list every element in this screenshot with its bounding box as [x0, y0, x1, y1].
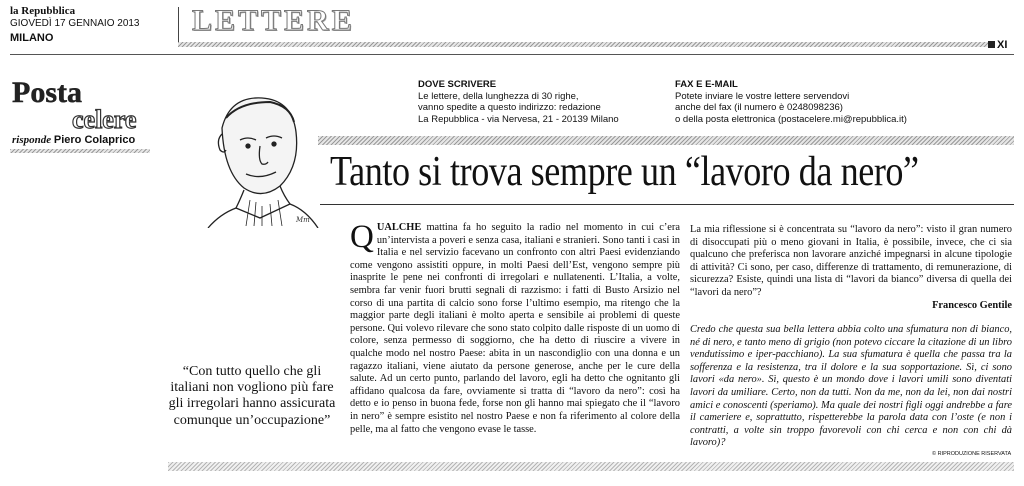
column-title [12, 78, 136, 132]
headline: Tanto si trova sempre un “lavoro da nero” [330, 149, 919, 195]
write-heading: DOVE SCRIVERE [418, 79, 497, 90]
headline-rule [320, 204, 1014, 205]
header-band [318, 136, 1014, 145]
fax-line: o della posta elettronica (postacelere.mi@repubblica.it) [675, 113, 907, 125]
artist-signature: Mm [296, 216, 310, 224]
author-portrait [200, 88, 325, 228]
masthead-divider [178, 7, 179, 47]
byline [12, 134, 135, 146]
byline-name: Piero Colaprico [53, 134, 136, 146]
square-icon [988, 41, 995, 48]
byline-prefix: risponde [12, 134, 52, 146]
contacts-write [418, 79, 619, 125]
column-title-celere: celere [72, 105, 137, 134]
fax-line: Potete inviare le vostre lettere servendovi [675, 90, 850, 102]
top-border [10, 54, 1014, 55]
letter-body-2: La mia riflessione si è concentrata su “lavoro da nero”: visto il gran numero di disoccupati più o meno giovani in Italia, è possibile, invece, che ci sia qualcuno che preferisca non lavorare anziché impegnarsi in alcune tipologie di attività? Ci sono, per caso, differenze di trattamento, di remunerazione, di sicurezza? Esiste, quindi una lista di “lavori da bianco” diversa di quella dei “lavori da nero”? [690, 224, 1012, 298]
masthead-rule [178, 42, 990, 47]
fax-line: anche del fax (il numero è 0248098236) [675, 102, 843, 113]
lead-caps: UALCHE [376, 222, 422, 233]
drop-cap: Q [350, 219, 374, 255]
write-line: vanno spedite a questo indirizzo: redazione [418, 102, 601, 113]
reply-text: Credo che questa sua bella lettera abbia colto una sfumatura non di bianco, né di nero, e tanto meno di grigio (non potevo ciccare la citazione di un libro vendutissimo e iper-pacchiano). La sua sfumatura è quella che passa tra la sofferenza e la resistenza, tra il dolore e la sua sopportazione. Sì, ci sono lavori «da nero». Sì, questo è un mondo dove i lavori umili sono diventati lavori da umiliare. Certo, non da tutti. Non da me, non da lei, non dai nostri amici e conoscenti (speriamo). Ma quale dei nostri figli oggi andrebbe a fare il cameriere e, soprattutto, rispetterebbe la parola data con l’oste (e non i contratti, a volte sin troppo favorevoli con chi cerca e non con chi dà lavoro)? [690, 324, 1012, 449]
masthead [10, 5, 1014, 51]
section-title: LETTERE [192, 4, 355, 37]
fax-heading: FAX E E-MAIL [675, 79, 738, 90]
write-line: Le lettere, della lunghezza di 30 righe, [418, 90, 579, 102]
contacts-fax [675, 79, 907, 125]
newspaper-name: la Repubblica [10, 5, 76, 17]
edition-city: MILANO [10, 32, 54, 44]
issue-date: GIOVEDÌ 17 GENNAIO 2013 [10, 18, 140, 29]
letter-body-1: mattina fa ho seguito la radio nel momento in cui c’era un’intervista a poveri e senza casa, italiani e stranieri. Sono tanti i casi in Italia e nel servizio facevano un confronto con altri Paesi evidenziando come vengono assistiti oppure, in molti Paesi dell’Est, vengono sempre più inasprite le pene nei confronti di irregolari e nullatenenti. L’Italia, a volte, sembra far venir fuori brutti segnali di razzismo: i fatti di Busto Arsizio nel corso di una partita di calcio sono forse l’ultimo esempio, ma ritengo che la maggior parte degli italiani è molto aperta e sensibile ai problemi di queste persone. Qui volevo rilevare che sono stato colpito dalle risposte di un uomo di colore, senza permesso di soggiorno, che ha detto di riuscire a vivere in qualche modo nel nostro Paese: abita in un nascondiglio con una donna e un ragazzo italiani, viene aiutato da persone generose, anche per le cure della salute. Ad un certo punto, parlando del lavoro, egli ha detto che ognitanto gli affidano qualcosa da fare, ovviamente si tratta di “lavoro da nero”: così ha detto e io penso in buona fede, forse non gli hanno mai spiegato che il “lavoro in nero” è sempre esistito nel nostro Paese e non fa riferimento al colore della pelle, ma al fatto che vengono evase le tasse. [350, 222, 680, 435]
byline-rule [10, 149, 150, 153]
page-number: XI [988, 39, 1007, 51]
column-title-posta: Posta [12, 76, 82, 109]
letter-column-1 [350, 219, 680, 436]
write-line: La Repubblica - via Nervesa, 21 - 20139 Milano [418, 113, 619, 125]
footer-band [168, 462, 1014, 471]
pullquote: “Con tutto quello che gli italiani non vogliono più fare gli irregolari hanno assicurata comunque un’occupazione” [168, 364, 336, 428]
letter-column-2 [690, 224, 1012, 312]
letter-signature: Francesco Gentile [932, 299, 1012, 311]
copyright-note: © RIPRODUZIONE RISERVATA [932, 451, 1012, 457]
